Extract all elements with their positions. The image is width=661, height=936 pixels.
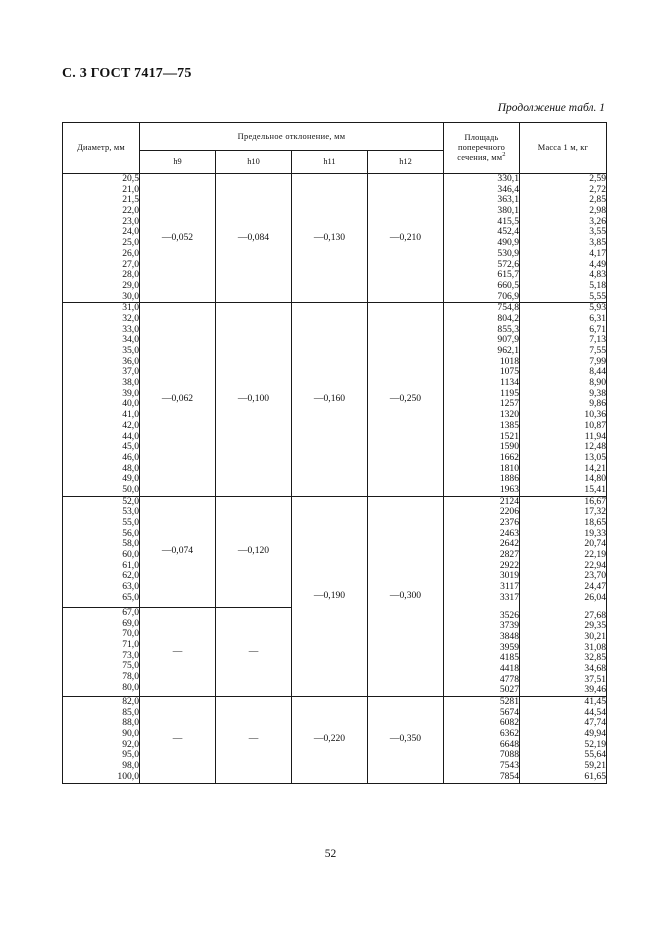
cell-value: 1257 <box>499 398 519 410</box>
cell-value: 48,0 <box>122 462 139 474</box>
cell-value: 61,65 <box>584 770 606 782</box>
cell-value: 4418 <box>499 662 519 674</box>
cell-value: 14,80 <box>584 473 606 485</box>
header-deviation: Предельное отклонение, мм <box>140 123 444 151</box>
diameter-cell <box>63 496 140 607</box>
cell-value: 7,13 <box>589 334 606 346</box>
cell-value: 1320 <box>499 409 519 421</box>
cell-value: 2,85 <box>589 194 606 206</box>
cell-value: 32,85 <box>584 652 606 664</box>
diameter-cell <box>63 697 140 784</box>
cell-value: 30,0 <box>122 290 139 302</box>
cell-value: 22,94 <box>584 559 606 571</box>
cell-value: 380,1 <box>497 205 519 217</box>
header-area-line1: Площадь <box>464 133 499 142</box>
cell-value: 2827 <box>499 549 519 561</box>
cell-value: 70,0 <box>122 628 139 640</box>
cell-value: 31,0 <box>122 302 139 314</box>
cell-value: 9,38 <box>589 387 606 399</box>
cell-value: 8,44 <box>589 366 606 378</box>
h9-value: — <box>140 607 216 696</box>
h9-value: —0,052 <box>140 174 216 303</box>
cell-value: 62,0 <box>122 570 139 582</box>
diameter-cell <box>63 174 140 303</box>
cell-value: 92,0 <box>122 738 139 750</box>
cell-value: 5027 <box>499 684 519 696</box>
h9-value: — <box>140 697 216 784</box>
cell-value: 73,0 <box>122 649 139 661</box>
cell-value: 1385 <box>499 419 519 431</box>
cell-value: 1134 <box>500 377 519 389</box>
cell-value: 3117 <box>500 581 519 593</box>
cell-value: 5,18 <box>589 279 606 291</box>
h11-value: —0,220 <box>292 697 368 784</box>
cell-value: 804,2 <box>497 312 519 324</box>
cell-value: 3848 <box>499 630 519 642</box>
cell-value: 3,85 <box>589 237 606 249</box>
cell-value: 26,0 <box>122 247 139 259</box>
cell-value: 6,71 <box>589 323 606 335</box>
cell-value: 39,0 <box>122 387 139 399</box>
cell-value: 29,0 <box>122 279 139 291</box>
cell-value: 2642 <box>499 538 519 550</box>
cell-value: 38,0 <box>122 377 139 389</box>
cell-value: 3526 <box>499 609 519 621</box>
cell-value: 1521 <box>499 430 519 442</box>
cell-value: 65,0 <box>122 591 139 603</box>
header-area <box>444 123 520 174</box>
cell-value: 346,4 <box>497 183 519 195</box>
table-row <box>63 174 607 303</box>
cell-value: 33,0 <box>122 323 139 335</box>
cell-value: 4185 <box>499 652 519 664</box>
header-h11: h11 <box>292 151 368 174</box>
cell-value: 44,54 <box>584 706 606 718</box>
cell-value: 88,0 <box>122 717 139 729</box>
cell-value: 27,0 <box>122 258 139 270</box>
cell-value: 4,17 <box>589 247 606 259</box>
cell-value: 63,0 <box>122 581 139 593</box>
h10-value: — <box>216 607 292 696</box>
mass-cell <box>520 496 607 696</box>
cell-value: 7088 <box>499 749 519 761</box>
cell-value: 660,5 <box>497 279 519 291</box>
cell-value: 5,55 <box>589 290 606 302</box>
cell-value: 2922 <box>499 559 519 571</box>
h12-value: —0,210 <box>368 174 444 303</box>
cell-value: 530,9 <box>497 247 519 259</box>
cell-value: 3739 <box>499 620 519 632</box>
cell-value: 53,0 <box>122 506 139 518</box>
cell-value: 1590 <box>499 441 519 453</box>
cell-value: 2,72 <box>589 183 606 195</box>
cell-value: 47,74 <box>584 717 606 729</box>
cell-value: 7,55 <box>589 345 606 356</box>
cell-value: 30,21 <box>584 630 606 642</box>
header-area-line3: сечения, мм <box>457 153 503 162</box>
h10-value: — <box>216 697 292 784</box>
cell-value: 490,9 <box>497 237 519 249</box>
cell-value: 12,48 <box>584 441 606 453</box>
cell-value: 7,99 <box>589 355 606 367</box>
diameter-cell <box>63 303 140 496</box>
cell-value: 45,0 <box>122 441 139 453</box>
cell-value: 35,0 <box>122 345 139 356</box>
cell-value: 19,33 <box>584 527 606 539</box>
cell-value: 16,67 <box>584 495 606 507</box>
header-diameter: Диаметр, мм <box>63 123 140 174</box>
cell-value: 98,0 <box>122 760 139 772</box>
cell-value: 34,68 <box>584 662 606 674</box>
header-area-superscript: 2 <box>502 151 506 159</box>
h11-value: —0,160 <box>292 303 368 496</box>
cell-value: 5281 <box>499 696 519 707</box>
mass-cell <box>520 303 607 496</box>
cell-value: 6,31 <box>589 312 606 324</box>
h10-value: —0,120 <box>216 496 292 607</box>
cell-value: 4,83 <box>589 269 606 281</box>
document-header: С. 3 ГОСТ 7417—75 <box>62 66 192 81</box>
cell-value: 2206 <box>499 506 519 518</box>
cell-value: 1075 <box>499 366 519 378</box>
h12-value: —0,300 <box>368 496 444 696</box>
dimension-table <box>62 122 607 784</box>
cell-value: 855,3 <box>497 323 519 335</box>
cell-value: 962,1 <box>497 345 519 356</box>
cell-value: 4778 <box>499 673 519 685</box>
cell-value: 2463 <box>499 527 519 539</box>
cell-value: 60,0 <box>122 549 139 561</box>
header-h10: h10 <box>216 151 292 174</box>
cell-value: 36,0 <box>122 355 139 367</box>
cell-value: 28,0 <box>122 269 139 281</box>
cell-value: 22,0 <box>122 205 139 217</box>
cell-value: 572,6 <box>497 258 519 270</box>
cell-value: 40,0 <box>122 398 139 410</box>
cell-value: 2124 <box>499 495 519 507</box>
cell-value: 59,21 <box>584 760 606 772</box>
cell-value: 13,05 <box>584 451 606 463</box>
cell-value: 55,0 <box>122 517 139 528</box>
cell-value: 52,19 <box>584 738 606 750</box>
cell-value: 42,0 <box>122 419 139 431</box>
cell-value: 37,51 <box>584 673 606 685</box>
area-cell <box>444 303 520 496</box>
cell-value: 1662 <box>499 451 519 463</box>
cell-value: 3,26 <box>589 215 606 227</box>
header-h12: h12 <box>368 151 444 174</box>
h11-value: —0,190 <box>292 496 368 696</box>
cell-value: 49,0 <box>122 473 139 485</box>
cell-value: 20,5 <box>122 173 139 184</box>
cell-value: 452,4 <box>497 226 519 238</box>
cell-value: 1810 <box>499 462 519 474</box>
cell-value: 41,0 <box>122 409 139 421</box>
area-cell <box>444 496 520 696</box>
cell-value: 49,94 <box>584 728 606 740</box>
cell-value: 1018 <box>499 355 519 367</box>
cell-value: 3019 <box>499 570 519 582</box>
h9-value: —0,074 <box>140 496 216 607</box>
cell-value: 29,35 <box>584 620 606 632</box>
area-list <box>444 497 519 604</box>
area-cell <box>444 174 520 303</box>
cell-value: 90,0 <box>122 728 139 740</box>
cell-value: 9,86 <box>589 398 606 410</box>
cell-value: 24,47 <box>584 581 606 593</box>
cell-value: 82,0 <box>122 696 139 707</box>
cell-value: 39,46 <box>584 684 606 696</box>
cell-value: 26,04 <box>584 591 606 603</box>
cell-value: 1963 <box>499 483 519 495</box>
h10-value: —0,100 <box>216 303 292 496</box>
cell-value: 44,0 <box>122 430 139 442</box>
cell-value: 330,1 <box>497 173 519 184</box>
cell-value: 27,68 <box>584 609 606 621</box>
cell-value: 61,0 <box>122 559 139 571</box>
page-number: 52 <box>324 848 337 860</box>
cell-value: 4,49 <box>589 258 606 270</box>
table-continuation-label: Продолжение табл. 1 <box>497 102 605 114</box>
cell-value: 22,19 <box>584 549 606 561</box>
h12-value: —0,250 <box>368 303 444 496</box>
cell-value: 7854 <box>499 770 519 782</box>
cell-value: 615,7 <box>497 269 519 281</box>
cell-value: 37,0 <box>122 366 139 378</box>
header-area-line2: поперечного <box>457 143 506 152</box>
cell-value: 50,0 <box>122 483 139 495</box>
cell-value: 20,74 <box>584 538 606 550</box>
mass-list <box>520 497 606 604</box>
cell-value: 95,0 <box>122 749 139 761</box>
cell-value: 71,0 <box>122 638 139 650</box>
h9-value: —0,062 <box>140 303 216 496</box>
cell-value: 14,21 <box>584 462 606 474</box>
cell-value: 2,98 <box>589 205 606 217</box>
mass-list <box>520 611 606 697</box>
cell-value: 17,32 <box>584 506 606 518</box>
cell-value: 25,0 <box>122 237 139 249</box>
cell-value: 58,0 <box>122 538 139 550</box>
cell-value: 3317 <box>499 591 519 603</box>
cell-value: 706,9 <box>497 290 519 302</box>
header-h9: h9 <box>140 151 216 174</box>
cell-value: 6082 <box>499 717 519 729</box>
table-row <box>63 303 607 496</box>
cell-value: 31,08 <box>584 641 606 653</box>
cell-value: 46,0 <box>122 451 139 463</box>
mass-cell <box>520 174 607 303</box>
cell-value: 363,1 <box>497 194 519 206</box>
cell-value: 34,0 <box>122 334 139 346</box>
cell-value: 8,90 <box>589 377 606 389</box>
cell-value: 5,93 <box>589 302 606 314</box>
area-cell <box>444 697 520 784</box>
cell-value: 41,45 <box>584 696 606 707</box>
cell-value: 100,0 <box>117 770 139 782</box>
diameter-cell <box>63 607 140 696</box>
cell-value: 10,87 <box>584 419 606 431</box>
cell-value: 6362 <box>499 728 519 740</box>
cell-value: 415,5 <box>497 215 519 227</box>
cell-value: 75,0 <box>122 660 139 672</box>
cell-value: 907,9 <box>497 334 519 346</box>
cell-value: 85,0 <box>122 706 139 718</box>
cell-value: 1886 <box>499 473 519 485</box>
cell-value: 78,0 <box>122 670 139 682</box>
table-row <box>63 697 607 784</box>
cell-value: 56,0 <box>122 527 139 539</box>
h10-value: —0,084 <box>216 174 292 303</box>
cell-value: 23,70 <box>584 570 606 582</box>
cell-value: 21,0 <box>122 183 139 195</box>
cell-value: 55,64 <box>584 749 606 761</box>
cell-value: 15,41 <box>584 483 606 495</box>
table-row <box>63 496 607 607</box>
cell-value: 67,0 <box>122 606 139 618</box>
cell-value: 1195 <box>500 387 519 399</box>
cell-value: 2376 <box>499 517 519 528</box>
mass-cell <box>520 697 607 784</box>
cell-value: 754,8 <box>497 302 519 314</box>
cell-value: 80,0 <box>122 681 139 693</box>
cell-value: 6648 <box>499 738 519 750</box>
cell-value: 32,0 <box>122 312 139 324</box>
cell-value: 21,5 <box>122 194 139 206</box>
cell-value: 3959 <box>499 641 519 653</box>
h11-value: —0,130 <box>292 174 368 303</box>
cell-value: 18,65 <box>584 517 606 528</box>
cell-value: 23,0 <box>122 215 139 227</box>
cell-value: 24,0 <box>122 226 139 238</box>
cell-value: 11,94 <box>584 430 606 442</box>
cell-value: 7543 <box>499 760 519 772</box>
header-mass: Масса 1 м, кг <box>520 123 607 174</box>
cell-value: 3,55 <box>589 226 606 238</box>
area-list <box>444 611 519 697</box>
h12-value: —0,350 <box>368 697 444 784</box>
cell-value: 2,59 <box>589 173 606 184</box>
cell-value: 52,0 <box>122 495 139 507</box>
cell-value: 69,0 <box>122 617 139 629</box>
cell-value: 5674 <box>499 706 519 718</box>
cell-value: 10,36 <box>584 409 606 421</box>
